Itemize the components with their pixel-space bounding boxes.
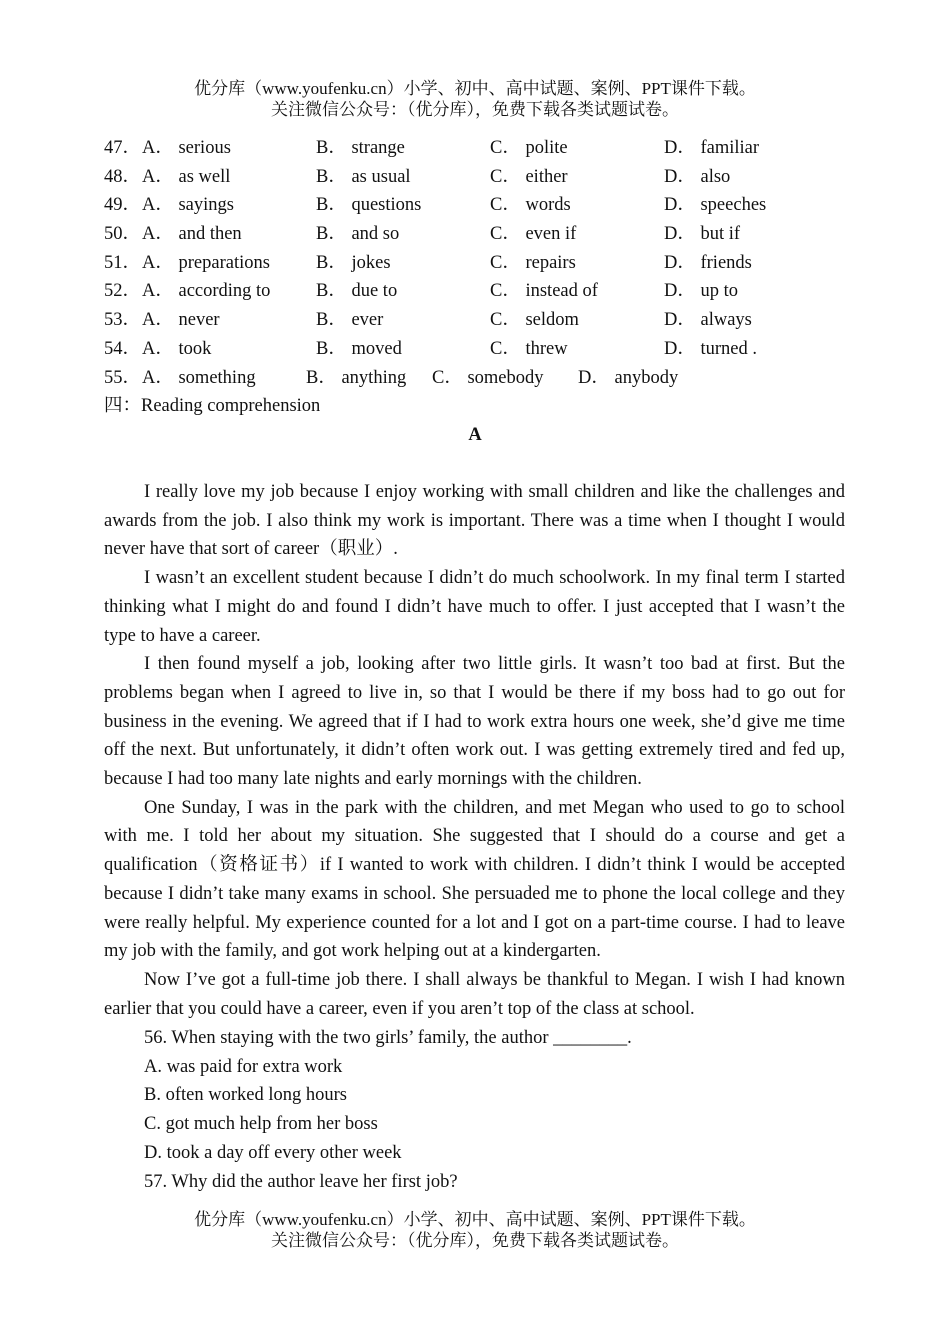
question-number: 51． [104, 252, 142, 273]
option-row-47 [104, 134, 844, 163]
question-number: 55． [104, 367, 142, 388]
question-number: 47． [104, 138, 142, 158]
option-row-54 [104, 335, 844, 364]
header-line-1: 优分库（www.youfenku.cn）小学、初中、高中试题、案例、PPT课件下载。 [194, 79, 756, 98]
question-number: 54． [104, 338, 142, 359]
question-number: 53． [104, 310, 142, 331]
header-line-2: 关注微信公众号：（优分库），免费下载各类试题试卷。 [271, 100, 679, 119]
option-c: C． repairs [490, 252, 576, 273]
question-57-stem: 57. Why did the author leave her first job? [144, 1171, 458, 1192]
paragraph: One Sunday, I was in the park with the children, and met Megan who used to go to school with me. I told her about my situation. She suggested that I should do a course and get a qualification（资格证书）if I wanted to work with children. I didn’t think I would be accepted because I didn’t take many exams in school. She persuaded me to phone the local college and they were really helpful. My experience counted for a lot and I got on a part-time course. I had to leave my job with the family, and got work helping out at a kindergarten. [104, 797, 845, 962]
option-c: C． somebody [432, 367, 544, 388]
question-56-option-d: D. took a day off every other week [144, 1142, 402, 1163]
option-a: A． took [142, 338, 212, 359]
option-d: D． also [664, 166, 731, 187]
paragraph: Now I’ve got a full-time job there. I shall always be thankful to Megan. I wish I had known earlier that you could have a career, even if you aren’t top of the class at school. [104, 969, 845, 1019]
question-number: 50． [104, 224, 142, 245]
option-d: D． up to [664, 281, 739, 302]
page-header [0, 78, 950, 120]
option-b: B． ever [316, 310, 384, 331]
option-b: B． anything [306, 367, 407, 388]
option-b: B． questions [316, 195, 422, 216]
option-row-55 [104, 364, 844, 393]
option-d: D． familiar [664, 138, 760, 158]
paragraph: I wasn’t an excellent student because I didn’t do much schoolwork. In my final term I started thinking what I might do and found I didn’t have much to offer. I just accepted that I wasn’t the type to have a career. [104, 568, 845, 646]
option-a: A． something [142, 367, 256, 388]
option-d: D． friends [664, 252, 752, 273]
footer-line-1: 优分库（www.youfenku.cn）小学、初中、高中试题、案例、PPT课件下载。 [194, 1210, 756, 1229]
option-row-53 [104, 306, 844, 335]
option-b: B． jokes [316, 252, 391, 273]
option-d: D． speeches [664, 195, 767, 216]
question-number: 49． [104, 195, 142, 216]
option-b: B． due to [316, 281, 398, 302]
question-number: 52． [104, 281, 142, 302]
option-a: A． according to [142, 281, 271, 302]
option-c: C． either [490, 166, 568, 187]
option-a: A． as well [142, 166, 231, 187]
option-c: C． words [490, 195, 571, 216]
option-b: B． moved [316, 338, 402, 359]
question-list [144, 1024, 632, 1196]
option-row-50 [104, 220, 844, 249]
option-a: A． sayings [142, 195, 234, 216]
footer-line-2: 关注微信公众号：（优分库），免费下载各类试题试卷。 [271, 1231, 679, 1250]
option-d: D． but if [664, 224, 741, 245]
option-d: D． anybody [578, 367, 679, 388]
option-d: D． turned . [664, 338, 757, 359]
option-row-51 [104, 249, 844, 278]
option-d: D． always [664, 310, 752, 331]
paragraph: I really love my job because I enjoy working with small children and like the challenges and awards from the job. I also think my work is important. There was a time when I thought I would never have that sort of career（职业）. [104, 482, 845, 560]
question-number: 48． [104, 166, 142, 187]
page-footer [0, 1209, 950, 1251]
option-b: B． and so [316, 224, 400, 245]
option-row-48 [104, 163, 844, 192]
option-c: C． even if [490, 224, 577, 245]
question-56-option-a: A. was paid for extra work [144, 1056, 343, 1077]
options-list [104, 134, 844, 392]
option-c: C． threw [490, 338, 568, 359]
question-56-option-c: C. got much help from her boss [144, 1114, 378, 1135]
option-row-52 [104, 277, 844, 306]
option-a: A． preparations [142, 252, 270, 273]
option-row-49 [104, 191, 844, 220]
option-c: C． seldom [490, 310, 579, 331]
option-b: B． strange [316, 138, 405, 158]
section-title: 四：Reading comprehension [104, 396, 321, 416]
passage-label: A [468, 425, 482, 445]
question-56-stem: 56. When staying with the two girls’ family, the author ________. [144, 1028, 632, 1048]
question-56-option-b: B. often worked long hours [144, 1085, 347, 1106]
option-a: A． never [142, 310, 220, 331]
option-c: C． polite [490, 138, 568, 158]
paragraph: I then found myself a job, looking after two little girls. It wasn’t too bad at first. But the problems began when I agreed to live in, so that I would be there if my boss had to go out for business in the evening. We agreed that if I had to work extra hours one week, she’d give me time off the next. But unfortunately, it didn’t often work out. I was getting extremely tired and fed up, because I had too many late nights and early mornings with the children. [104, 654, 845, 790]
option-b: B． as usual [316, 166, 411, 187]
option-c: C． instead of [490, 281, 598, 302]
reading-passage [104, 478, 845, 1023]
option-a: A． serious [142, 138, 231, 158]
option-a: A． and then [142, 224, 242, 245]
